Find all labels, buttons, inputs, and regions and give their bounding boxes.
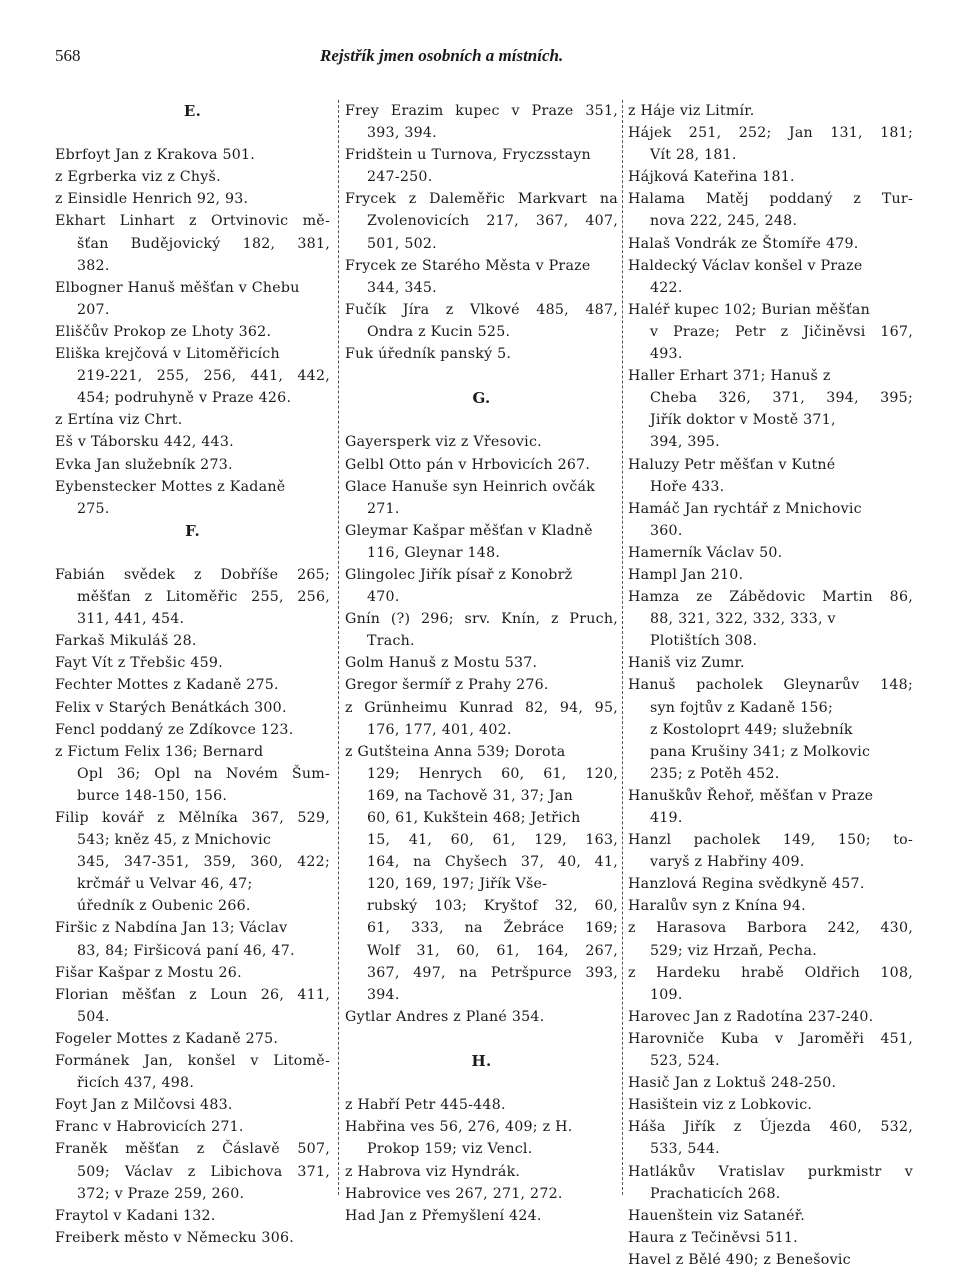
column-divider <box>338 100 339 1195</box>
index-entry: Firšic z Nabdína Jan 13; Václav <box>55 920 288 937</box>
index-entry-continuation: rubský 103; Kryštof 32, 60, <box>367 898 618 915</box>
index-entry: Farkaš Mikuláš 28. <box>55 633 197 650</box>
index-entry-continuation: 219-221, 255, 256, 441, 442, <box>77 368 330 385</box>
index-entry-continuation: Trach. <box>367 633 415 650</box>
spacer <box>55 542 330 564</box>
index-entry: Fayt Vít z Třebšic 459. <box>55 655 223 672</box>
index-entry-continuation: Wolf 31, 60, 61, 164, 267, <box>367 942 618 959</box>
index-entry: Gytlar Andres z Plané 354. <box>345 1008 545 1025</box>
index-entry: Hamáč Jan rychtář z Mnichovic <box>628 500 862 517</box>
index-entry: z Háje viz Litmír. <box>628 103 755 119</box>
index-entry: z Grünheimu Kunrad 82, 94, 95, <box>345 699 618 716</box>
index-entry-continuation: 367, 497, na Petršpurce 393, <box>367 964 618 981</box>
index-entry-continuation: 394. <box>367 986 400 1003</box>
index-column-3 <box>628 100 913 1271</box>
index-entry: Gelbl Otto pán v Hrbovicích 267. <box>345 456 591 473</box>
index-entry: z Hardeku hrabě Oldřich 108, <box>628 964 913 981</box>
index-entry: Eliška krejčová v Litoměřicích <box>55 346 280 363</box>
index-entry-continuation: v Praze; Petr z Jičiněvsi 167, <box>650 323 913 340</box>
index-entry-continuation: 523, 524. <box>650 1053 720 1070</box>
index-entry-continuation: nova 222, 245, 248. <box>650 213 798 230</box>
index-entry-continuation: 504. <box>77 1008 110 1025</box>
index-entry-continuation: Zvolenovicích 217, 367, 407, <box>367 213 618 230</box>
spacer <box>345 409 618 431</box>
index-entry-continuation: šťan Budějovický 182, 381, <box>77 235 330 252</box>
index-entry-continuation: 60, 61, Kukštein 468; Jetřich <box>367 810 581 826</box>
index-entry: Felix v Starých Benátkách 300. <box>55 699 287 716</box>
index-entry: Haller Erhart 371; Hanuš z <box>628 368 831 385</box>
section-letter-heading: F. <box>185 521 200 540</box>
index-entry: Gayersperk viz z Vřesovic. <box>345 434 542 451</box>
index-entry: Had Jan z Přemyšlení 424. <box>345 1207 542 1224</box>
index-entry: z Einsidle Henrich 92, 93. <box>55 191 249 208</box>
index-entry: Haluzy Petr měšťan v Kutné <box>628 456 836 473</box>
index-entry-continuation: 235; z Potěh 452. <box>650 765 780 782</box>
index-entry-continuation: 176, 177, 401, 402. <box>367 721 512 738</box>
index-entry-continuation: 345, 347-351, 359, 360, 422; <box>77 854 330 871</box>
index-entry: z Habrova viz Hyndrák. <box>345 1163 521 1180</box>
index-entry-continuation: úředník z Oubenic 266. <box>77 898 251 915</box>
index-entry: Glingolec Jiřík písař z Konobrž <box>345 566 573 583</box>
index-entry: Hauenštein viz Satanéř. <box>628 1207 805 1224</box>
index-entry: Hanuškův Řehoř, měšťan v Praze <box>628 787 874 804</box>
index-entry-continuation: Hoře 433. <box>650 478 725 495</box>
index-entry: z Egrberka viz z Chyš. <box>55 169 221 186</box>
index-entry-continuation: 372; v Praze 259, 260. <box>77 1185 245 1202</box>
index-entry-continuation: 344, 345. <box>367 279 437 296</box>
index-entry: Haniš viz Zumr. <box>628 655 745 672</box>
index-entry: Glace Hanuše syn Heinrich ovčák <box>345 478 596 495</box>
index-entry: Franěk měšťan z Čáslavě 507, <box>55 1141 330 1158</box>
page-header <box>55 46 910 78</box>
index-entry-continuation: krčmář u Velvar 46, 47; <box>77 876 253 893</box>
index-entry: z Habří Petr 445-448. <box>345 1097 506 1114</box>
index-entry: Hasištein viz z Lobkovic. <box>628 1097 813 1114</box>
index-entry-continuation: 509; Václav z Libichova 371, <box>77 1163 330 1180</box>
index-entry-continuation: varyš z Habřiny 409. <box>650 854 805 871</box>
index-entry: Harovec Jan z Radotína 237-240. <box>628 1008 874 1025</box>
index-entry-continuation: 275. <box>77 500 110 517</box>
index-entry: Hájek 251, 252; Jan 131, 181; <box>628 125 913 142</box>
index-entry: z Fictum Felix 136; Bernard <box>55 743 264 760</box>
index-entry: Filip kovář z Mělníka 367, 529, <box>55 810 330 826</box>
column-divider <box>622 100 623 1195</box>
index-entry: Hamerník Václav 50. <box>628 544 783 561</box>
index-entry: Florian měšťan z Loun 26, 411, <box>55 986 330 1003</box>
index-entry-continuation: 360. <box>650 522 683 539</box>
index-entry: Hatlákův Vratislav purkmistr v <box>628 1163 913 1180</box>
index-entry-continuation: 311, 441, 454. <box>77 611 185 628</box>
index-entry-continuation: 533, 544. <box>650 1141 720 1158</box>
index-entry: Hájková Kateřina 181. <box>628 169 795 186</box>
index-entry-continuation: 382. <box>77 257 110 274</box>
index-entry-continuation: 109. <box>650 986 683 1003</box>
index-entry-continuation: 501, 502. <box>367 235 437 252</box>
index-column-2 <box>345 100 618 1227</box>
index-entry: Haldecký Václav konšel v Praze <box>628 257 863 274</box>
index-entry: z Ertína viz Chrt. <box>55 412 183 429</box>
index-entry-continuation: 116, Gleynar 148. <box>367 544 501 561</box>
index-entry-continuation: 83, 84; Firšicová paní 46, 47. <box>77 942 295 959</box>
index-column-1 <box>55 100 330 1249</box>
index-entry: Haralův syn z Knína 94. <box>628 898 806 915</box>
index-entry: Elbogner Hanuš měšťan v Chebu <box>55 279 300 296</box>
index-entry-continuation: Plotištích 308. <box>650 633 758 650</box>
index-entry-continuation: 271. <box>367 500 400 517</box>
index-entry: Háša Jiřík z Újezda 460, 532, <box>628 1119 913 1136</box>
index-entry: Freiberk město v Německu 306. <box>55 1229 295 1246</box>
index-entry: z Gutšteina Anna 539; Dorota <box>345 743 566 760</box>
index-entry-continuation: Prachaticích 268. <box>650 1185 781 1202</box>
index-entry-continuation: 15, 41, 60, 61, 129, 163, <box>367 832 618 849</box>
index-entry-continuation: 88, 321, 322, 332, 333, v <box>650 611 836 628</box>
index-entry: Fučík Jíra z Vlkové 485, 487, <box>345 301 618 318</box>
index-entry: Ebrfoyt Jan z Krakova 501. <box>55 147 256 164</box>
spacer <box>345 365 618 387</box>
index-entry: Hampl Jan 210. <box>628 566 744 583</box>
index-entry-continuation: 454; podruhyně v Praze 426. <box>77 390 292 407</box>
index-entry: Fišar Kašpar z Mostu 26. <box>55 964 242 981</box>
index-entry: Havel z Bělé 490; z Benešovic <box>628 1251 851 1268</box>
index-entry-continuation: 207. <box>77 301 110 318</box>
index-entry: Gnín (?) 296; srv. Knín, z Pruch, <box>345 611 618 628</box>
index-entry-continuation: Opl 36; Opl na Novém Šum- <box>77 765 330 782</box>
section-letter-heading: G. <box>472 389 491 408</box>
index-entry-continuation: 129; Henrych 60, 61, 120, <box>367 765 618 782</box>
spacer <box>345 1072 618 1094</box>
section-letter-heading: H. <box>471 1052 492 1071</box>
index-entry-continuation: Prokop 159; viz Vencl. <box>367 1141 533 1158</box>
index-entry-continuation: 529; viz Hrzaň, Pecha. <box>650 942 818 959</box>
index-entry: Frey Erazim kupec v Praze 351, <box>345 103 618 119</box>
index-entry: Gregor šermíř z Prahy 276. <box>345 677 549 694</box>
index-entry-continuation: 393, 394. <box>367 125 437 142</box>
index-entry-continuation: burce 148-150, 156. <box>77 787 228 804</box>
index-entry-continuation: 247-250. <box>367 169 433 186</box>
index-entry: Hamza ze Zábědovic Martin 86, <box>628 589 913 606</box>
index-entry: Frycek ze Starého Města v Praze <box>345 257 591 274</box>
index-entry: Ekhart Linhart z Ortvinovic mě- <box>55 213 330 230</box>
index-entry: Foyt Jan z Milčovsi 483. <box>55 1097 233 1114</box>
index-entry: Eš v Táborsku 442, 443. <box>55 434 234 451</box>
index-entry: Halaš Vondrák ze Štomíře 479. <box>628 235 859 252</box>
index-entry: Frycek z Daleměřic Markvart na <box>345 191 618 208</box>
index-entry-continuation: syn fojtův z Kadaně 156; <box>650 699 833 716</box>
index-entry: Hasič Jan z Loktuš 248-250. <box>628 1075 837 1092</box>
index-entry: Halama Matěj poddaný z Tur- <box>628 191 913 208</box>
index-entry: Evka Jan služebník 273. <box>55 456 233 473</box>
index-entry: Fencl poddaný ze Zdíkovce 123. <box>55 721 294 738</box>
spacer <box>345 1028 618 1050</box>
index-entry-continuation: Ondra z Kucin 525. <box>367 323 511 340</box>
index-entry-continuation: 164, na Chyšech 37, 40, 41, <box>367 854 618 871</box>
index-entry-continuation: 120, 169, 197; Jiřík Vše- <box>367 876 548 893</box>
index-entry: Hanzlová Regina svědkyně 457. <box>628 876 865 893</box>
index-entry: Gleymar Kašpar měšťan v Kladně <box>345 522 593 539</box>
index-entry-continuation: pana Krušiny 341; z Molkovic <box>650 743 871 760</box>
index-entry-continuation: 493. <box>650 346 683 363</box>
page-number: 568 <box>55 46 81 65</box>
index-entry: Fechter Mottes z Kadaně 275. <box>55 677 279 694</box>
index-entry: Habřina ves 56, 276, 409; z H. <box>345 1119 573 1136</box>
index-entry-continuation: 169, na Tachově 31, 37; Jan <box>367 787 574 804</box>
index-entry-continuation: 422. <box>650 279 683 296</box>
index-entry-continuation: Cheba 326, 371, 394, 395; <box>650 390 913 407</box>
index-entry-continuation: 543; kněz 45, z Mnichovic <box>77 832 272 849</box>
running-title: Rejstřík jmen osobních a místních. <box>320 46 564 65</box>
index-entry-continuation: měšťan z Litoměřic 255, 256, <box>77 589 330 606</box>
index-entry: z Harasova Barbora 242, 430, <box>628 920 913 937</box>
index-entry: Fridštein u Turnova, Fryczsstayn <box>345 147 591 164</box>
index-entry: Hanzl pacholek 149, 150; to- <box>628 832 913 849</box>
section-letter-heading: E. <box>183 102 202 120</box>
index-entry-continuation: 419. <box>650 810 683 826</box>
index-entry: Eybenstecker Mottes z Kadaně <box>55 478 286 495</box>
index-entry-continuation: 394, 395. <box>650 434 720 451</box>
index-entry: Eliščův Prokop ze Lhoty 362. <box>55 323 272 340</box>
index-entry: Haléř kupec 102; Burian měšťan <box>628 301 871 318</box>
index-entry: Habrovice ves 267, 271, 272. <box>345 1185 563 1202</box>
index-entry: Fuk úředník panský 5. <box>345 346 512 363</box>
index-entry: Formánek Jan, konšel v Litomě- <box>55 1053 330 1070</box>
index-entry: Fogeler Mottes z Kadaně 275. <box>55 1030 279 1047</box>
index-entry: Golm Hanuš z Mostu 537. <box>345 655 538 672</box>
index-entry: Fabián svědek z Dobříše 265; <box>55 566 330 583</box>
index-entry: Haura z Tečiněvsi 511. <box>628 1229 798 1246</box>
index-entry-continuation: Vít 28, 181. <box>650 147 737 164</box>
index-entry-continuation: 61, 333, na Žebráce 169; <box>367 920 618 937</box>
index-entry-continuation: 470. <box>367 589 400 606</box>
index-entry: Franc v Habrovicích 271. <box>55 1119 244 1136</box>
index-entry-continuation: z Kostoloprt 449; služebník <box>650 721 853 738</box>
index-entry: Hanuš pacholek Gleynarův 148; <box>628 677 913 694</box>
index-entry: Fraytol v Kadani 132. <box>55 1207 216 1224</box>
spacer <box>55 122 330 144</box>
index-entry: Harovniče Kuba v Jaroměři 451, <box>628 1030 913 1047</box>
index-entry-continuation: Jiřík doktor v Mostě 371, <box>650 412 836 429</box>
index-entry-continuation: řicích 437, 498. <box>77 1075 195 1092</box>
